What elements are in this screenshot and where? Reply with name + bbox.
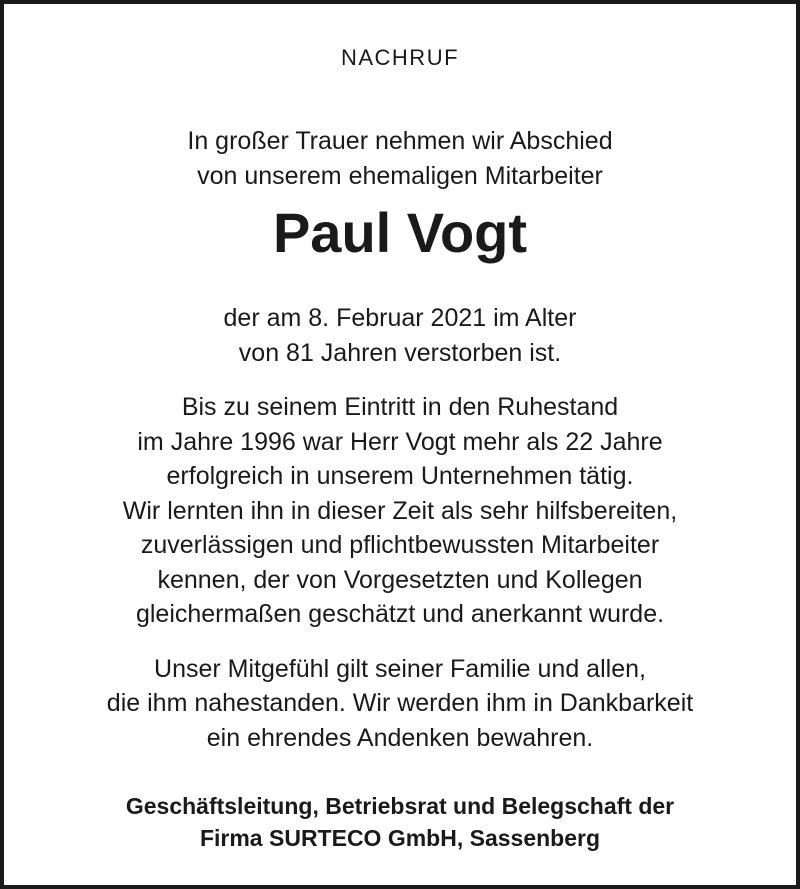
notice-heading: NACHRUF — [340, 45, 460, 70]
death-info-line-2: von 81 Jahren verstorben ist. — [238, 339, 562, 367]
intro-line-2: von unserem ehemaligen Mitarbeiter — [197, 162, 603, 190]
condolence-line-3: ein ehrendes Andenken bewahren. — [206, 724, 594, 752]
signature-line-1: Geschäftsleitung, Betriebsrat und Belegschaft der — [125, 793, 675, 819]
deceased-name: Paul Vogt — [272, 201, 528, 264]
condolence-line-2: die ihm nahestanden. Wir werden ihm in Dankbarkeit — [106, 689, 694, 717]
death-info-line-1: der am 8. Februar 2021 im Alter — [223, 304, 577, 332]
intro-line-1: In großer Trauer nehmen wir Abschied — [187, 127, 613, 155]
tribute-line-6: kennen, der von Vorgesetzten und Kollegen — [157, 566, 643, 594]
tribute-line-5: zuverlässigen und pflichtbewussten Mitarbeiter — [140, 531, 660, 559]
tribute-line-7: gleichermaßen geschätzt und anerkannt wurde. — [135, 600, 665, 628]
tribute-line-3: erfolgreich in unserem Unternehmen tätig. — [166, 462, 634, 490]
signature-line-2: Firma SURTECO GmbH, Sassenberg — [199, 825, 601, 851]
tribute-line-1: Bis zu seinem Eintritt in den Ruhestand — [181, 393, 619, 421]
condolence-line-1: Unser Mitgefühl gilt seiner Familie und allen, — [154, 655, 646, 683]
tribute-line-2: im Jahre 1996 war Herr Vogt mehr als 22 Jahre — [137, 428, 663, 456]
tribute-line-4: Wir lernten ihn in dieser Zeit als sehr hilfsbereiten, — [122, 497, 678, 525]
